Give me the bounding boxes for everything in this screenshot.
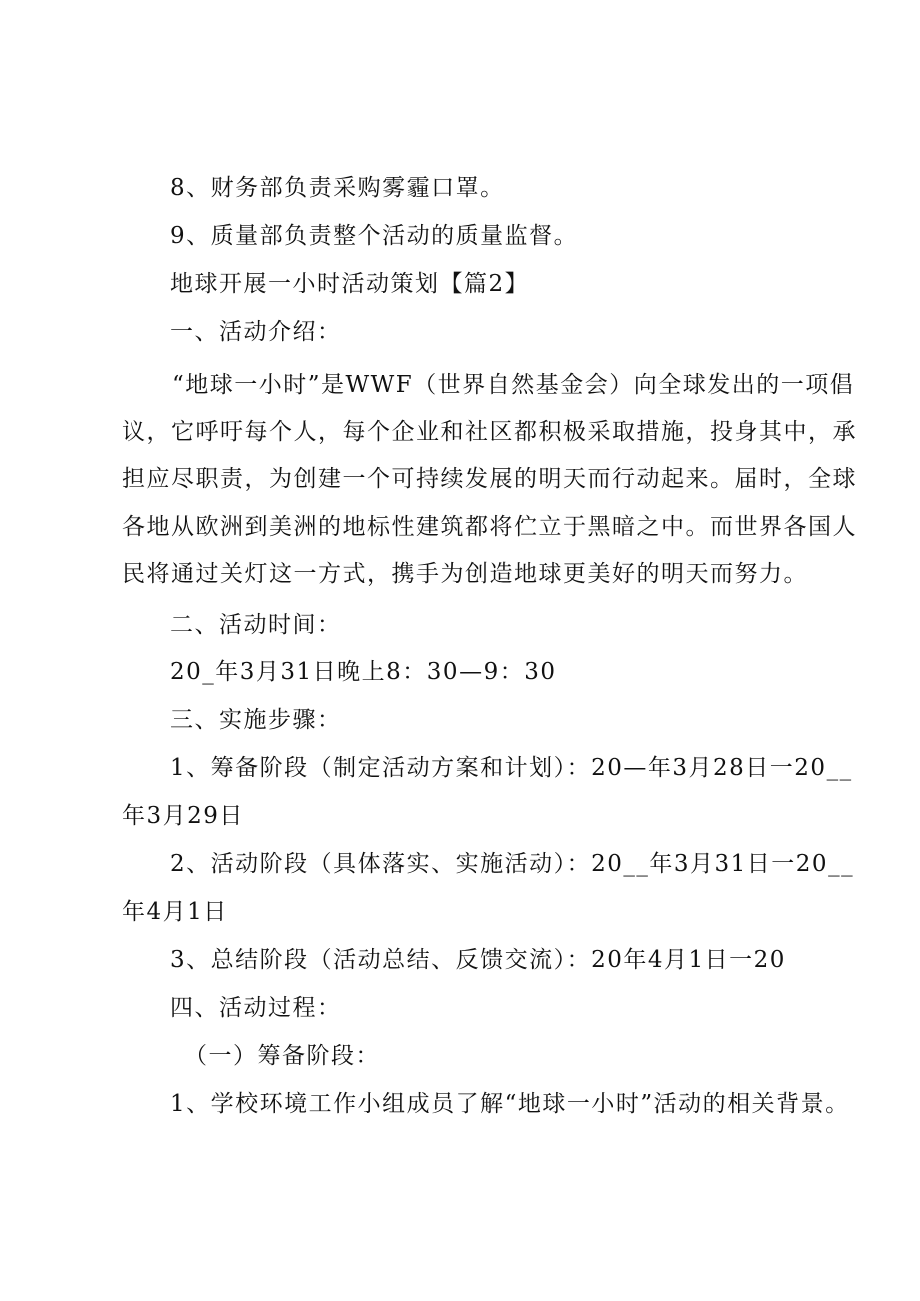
- paragraph-item-8: 8、财务部负责采购雾霾口罩。: [170, 175, 505, 201]
- intro-paragraph-line-4: 各地从欧洲到美洲的地标性建筑都将伫立于黑暗之中。而世界各国人: [122, 514, 857, 540]
- intro-paragraph-line-3: 担应尽职责，为创建一个可持续发展的明天而行动起来。届时，全球: [122, 466, 857, 492]
- heading-activity-intro: 一、活动介绍：: [170, 319, 342, 345]
- step-1-line-1: 1、筹备阶段（制定活动方案和计划）：20—年3月28日一20__: [170, 755, 853, 781]
- intro-paragraph-line-1: “地球一小时”是WWF（世界自然基金会）向全球发出的一项倡: [172, 372, 855, 398]
- heading-implementation-steps: 三、实施步骤：: [170, 707, 342, 733]
- step-2-line-2: 年4月1日: [122, 899, 228, 925]
- intro-paragraph-line-5: 民将通过关灯这一方式，携手为创造地球更美好的明天而努力。: [122, 561, 808, 587]
- subheading-preparation-stage: （一）筹备阶段：: [184, 1043, 380, 1069]
- heading-activity-time: 二、活动时间：: [170, 612, 342, 638]
- paragraph-item-9: 9、质量部负责整个活动的质量监督。: [170, 223, 579, 249]
- step-3: 3、总结阶段（活动总结、反馈交流）：20年4月1日一20: [170, 947, 786, 973]
- heading-activity-process: 四、活动过程：: [170, 995, 342, 1021]
- activity-time-value: 20_年3月31日晚上8：30—9：30: [170, 659, 557, 685]
- intro-paragraph-line-2: 议，它呼吁每个人，每个企业和社区都积极采取措施，投身其中，承: [122, 419, 857, 445]
- process-item-1: 1、学校环境工作小组成员了解“地球一小时”活动的相关背景。: [170, 1091, 850, 1117]
- section-title: 地球开展一小时活动策划【篇2】: [170, 271, 530, 297]
- step-1-line-2: 年3月29日: [122, 803, 244, 829]
- step-2-line-1: 2、活动阶段（具体落实、实施活动）：20__年3月31日一20__: [170, 851, 855, 877]
